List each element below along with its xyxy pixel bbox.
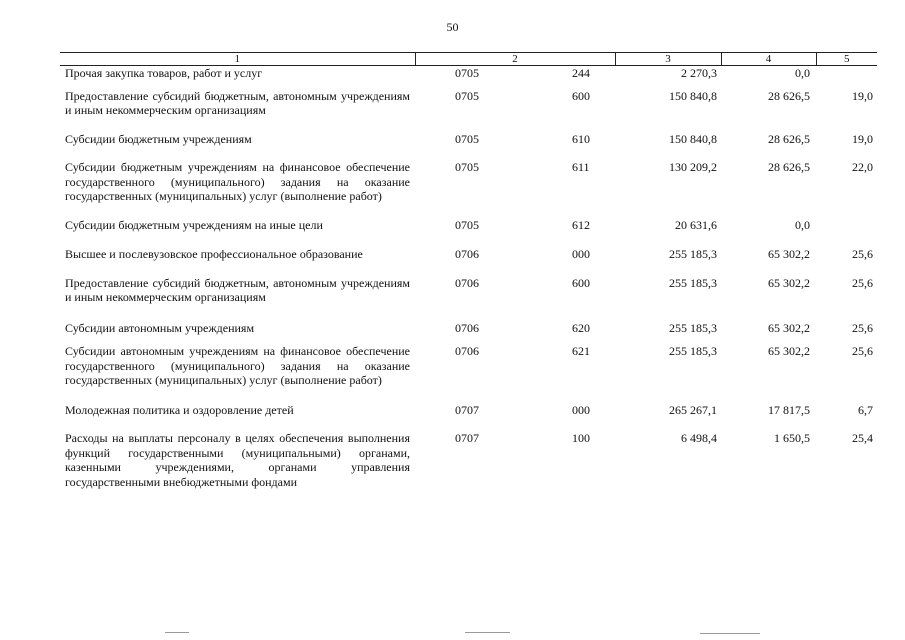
budget-table	[60, 52, 877, 489]
row-expense-type: 100	[572, 431, 590, 445]
row-section-code: 0706	[455, 247, 479, 261]
row-actual-amount: 0,0	[795, 217, 810, 232]
scan-artifact	[165, 632, 189, 633]
row-planned-amount: 255 185,3	[669, 275, 717, 290]
row-section-code: 0707	[455, 431, 479, 445]
row-section-code: 0705	[455, 88, 479, 103]
row-execution-percent: 25,6	[852, 344, 873, 358]
row-name: Предоставление субсидий бюджетным, автономным учреждениям и иным некоммерческим организациям	[65, 88, 410, 117]
row-execution-percent: 25,6	[852, 320, 873, 335]
row-execution-percent: 25,6	[852, 275, 873, 290]
row-expense-type: 620	[572, 320, 590, 335]
row-expense-type: 600	[572, 275, 590, 290]
row-planned-amount: 150 840,8	[669, 131, 717, 146]
row-planned-amount: 6 498,4	[681, 431, 717, 445]
row-planned-amount: 265 267,1	[669, 402, 717, 417]
row-expense-type: 244	[572, 66, 590, 80]
row-execution-percent: 19,0	[852, 88, 873, 103]
row-planned-amount: 20 631,6	[675, 217, 717, 232]
row-planned-amount: 130 209,2	[669, 160, 717, 174]
row-expense-type: 621	[572, 344, 590, 358]
table-row	[60, 118, 877, 147]
row-planned-amount: 255 185,3	[669, 247, 717, 261]
row-planned-amount: 2 270,3	[681, 66, 717, 80]
row-section-code: 0706	[455, 320, 479, 335]
row-name: Субсидии автономным учреждениям на финансовое обеспечение государственного (муниципального) задания на оказание государственных (муниципальных) услуг (выполнение работ)	[65, 344, 410, 387]
row-actual-amount: 65 302,2	[768, 247, 810, 261]
page-number: 50	[446, 20, 459, 34]
row-execution-percent: 25,6	[852, 247, 873, 261]
column-header-1: 1	[60, 53, 415, 66]
table-row	[60, 146, 877, 204]
row-name: Предоставление субсидий бюджетным, автономным учреждениям и иным некоммерческим организациям	[65, 275, 410, 304]
table-row	[60, 262, 877, 305]
row-actual-amount: 65 302,2	[768, 344, 810, 358]
table-row	[60, 232, 877, 262]
scan-artifact	[700, 633, 760, 634]
table-row	[60, 66, 877, 81]
row-name: Субсидии бюджетным учреждениям на финансовое обеспечение государственного (муниципального) задания на оказание государственных (муниципальных) услуг (выполнение работ)	[65, 160, 410, 203]
column-header-4: 4	[721, 53, 816, 66]
row-execution-percent: 6,7	[858, 402, 873, 417]
row-name: Прочая закупка товаров, работ и услуг	[65, 66, 263, 80]
column-header-5: 5	[816, 53, 877, 66]
row-execution-percent: 22,0	[852, 160, 873, 174]
row-actual-amount: 28 626,5	[768, 88, 810, 103]
table-row	[60, 388, 877, 418]
row-section-code: 0705	[455, 66, 479, 80]
row-actual-amount: 0,0	[795, 66, 810, 80]
row-actual-amount: 1 650,5	[774, 431, 810, 445]
table-row	[60, 204, 877, 233]
row-expense-type: 600	[572, 88, 590, 103]
row-planned-amount: 255 185,3	[669, 344, 717, 358]
row-execution-percent: 19,0	[852, 131, 873, 146]
table-row	[60, 417, 877, 489]
row-expense-type: 000	[572, 247, 590, 261]
row-section-code: 0707	[455, 402, 479, 417]
table-body	[60, 66, 877, 490]
row-expense-type: 000	[572, 402, 590, 417]
row-actual-amount: 65 302,2	[768, 320, 810, 335]
row-expense-type: 611	[572, 160, 590, 174]
row-name: Расходы на выплаты персоналу в целях обеспечения выполнения функций государственными (муниципальными) органами, казенными учреждениями, органами управления государственными внебюджетными фондами	[65, 431, 410, 489]
table-header-row	[60, 53, 877, 66]
row-expense-type: 610	[572, 131, 590, 146]
row-execution-percent: 25,4	[852, 431, 873, 445]
row-name: Высшее и послевузовское профессиональное образование	[65, 247, 363, 261]
row-section-code: 0705	[455, 131, 479, 146]
row-actual-amount: 17 817,5	[768, 402, 810, 417]
row-section-code: 0706	[455, 344, 479, 358]
row-planned-amount: 150 840,8	[669, 88, 717, 103]
row-name: Субсидии бюджетным учреждениям	[65, 131, 252, 146]
row-execution-percent	[816, 66, 877, 81]
row-execution-percent	[816, 204, 877, 233]
table-row	[60, 81, 877, 118]
row-expense-type: 612	[572, 217, 590, 232]
table-row	[60, 335, 877, 388]
row-section-code: 0705	[455, 160, 479, 174]
row-name: Молодежная политика и оздоровление детей	[65, 402, 294, 417]
column-header-3: 3	[615, 53, 721, 66]
row-actual-amount: 65 302,2	[768, 275, 810, 290]
row-section-code: 0705	[455, 217, 479, 232]
scan-artifact	[465, 632, 510, 633]
column-header-2: 2	[415, 53, 615, 66]
row-planned-amount: 255 185,3	[669, 320, 717, 335]
row-actual-amount: 28 626,5	[768, 131, 810, 146]
row-section-code: 0706	[455, 275, 479, 290]
row-name: Субсидии бюджетным учреждениям на иные цели	[65, 217, 323, 232]
row-name: Субсидии автономным учреждениям	[65, 320, 255, 335]
table-row	[60, 305, 877, 336]
row-actual-amount: 28 626,5	[768, 160, 810, 174]
